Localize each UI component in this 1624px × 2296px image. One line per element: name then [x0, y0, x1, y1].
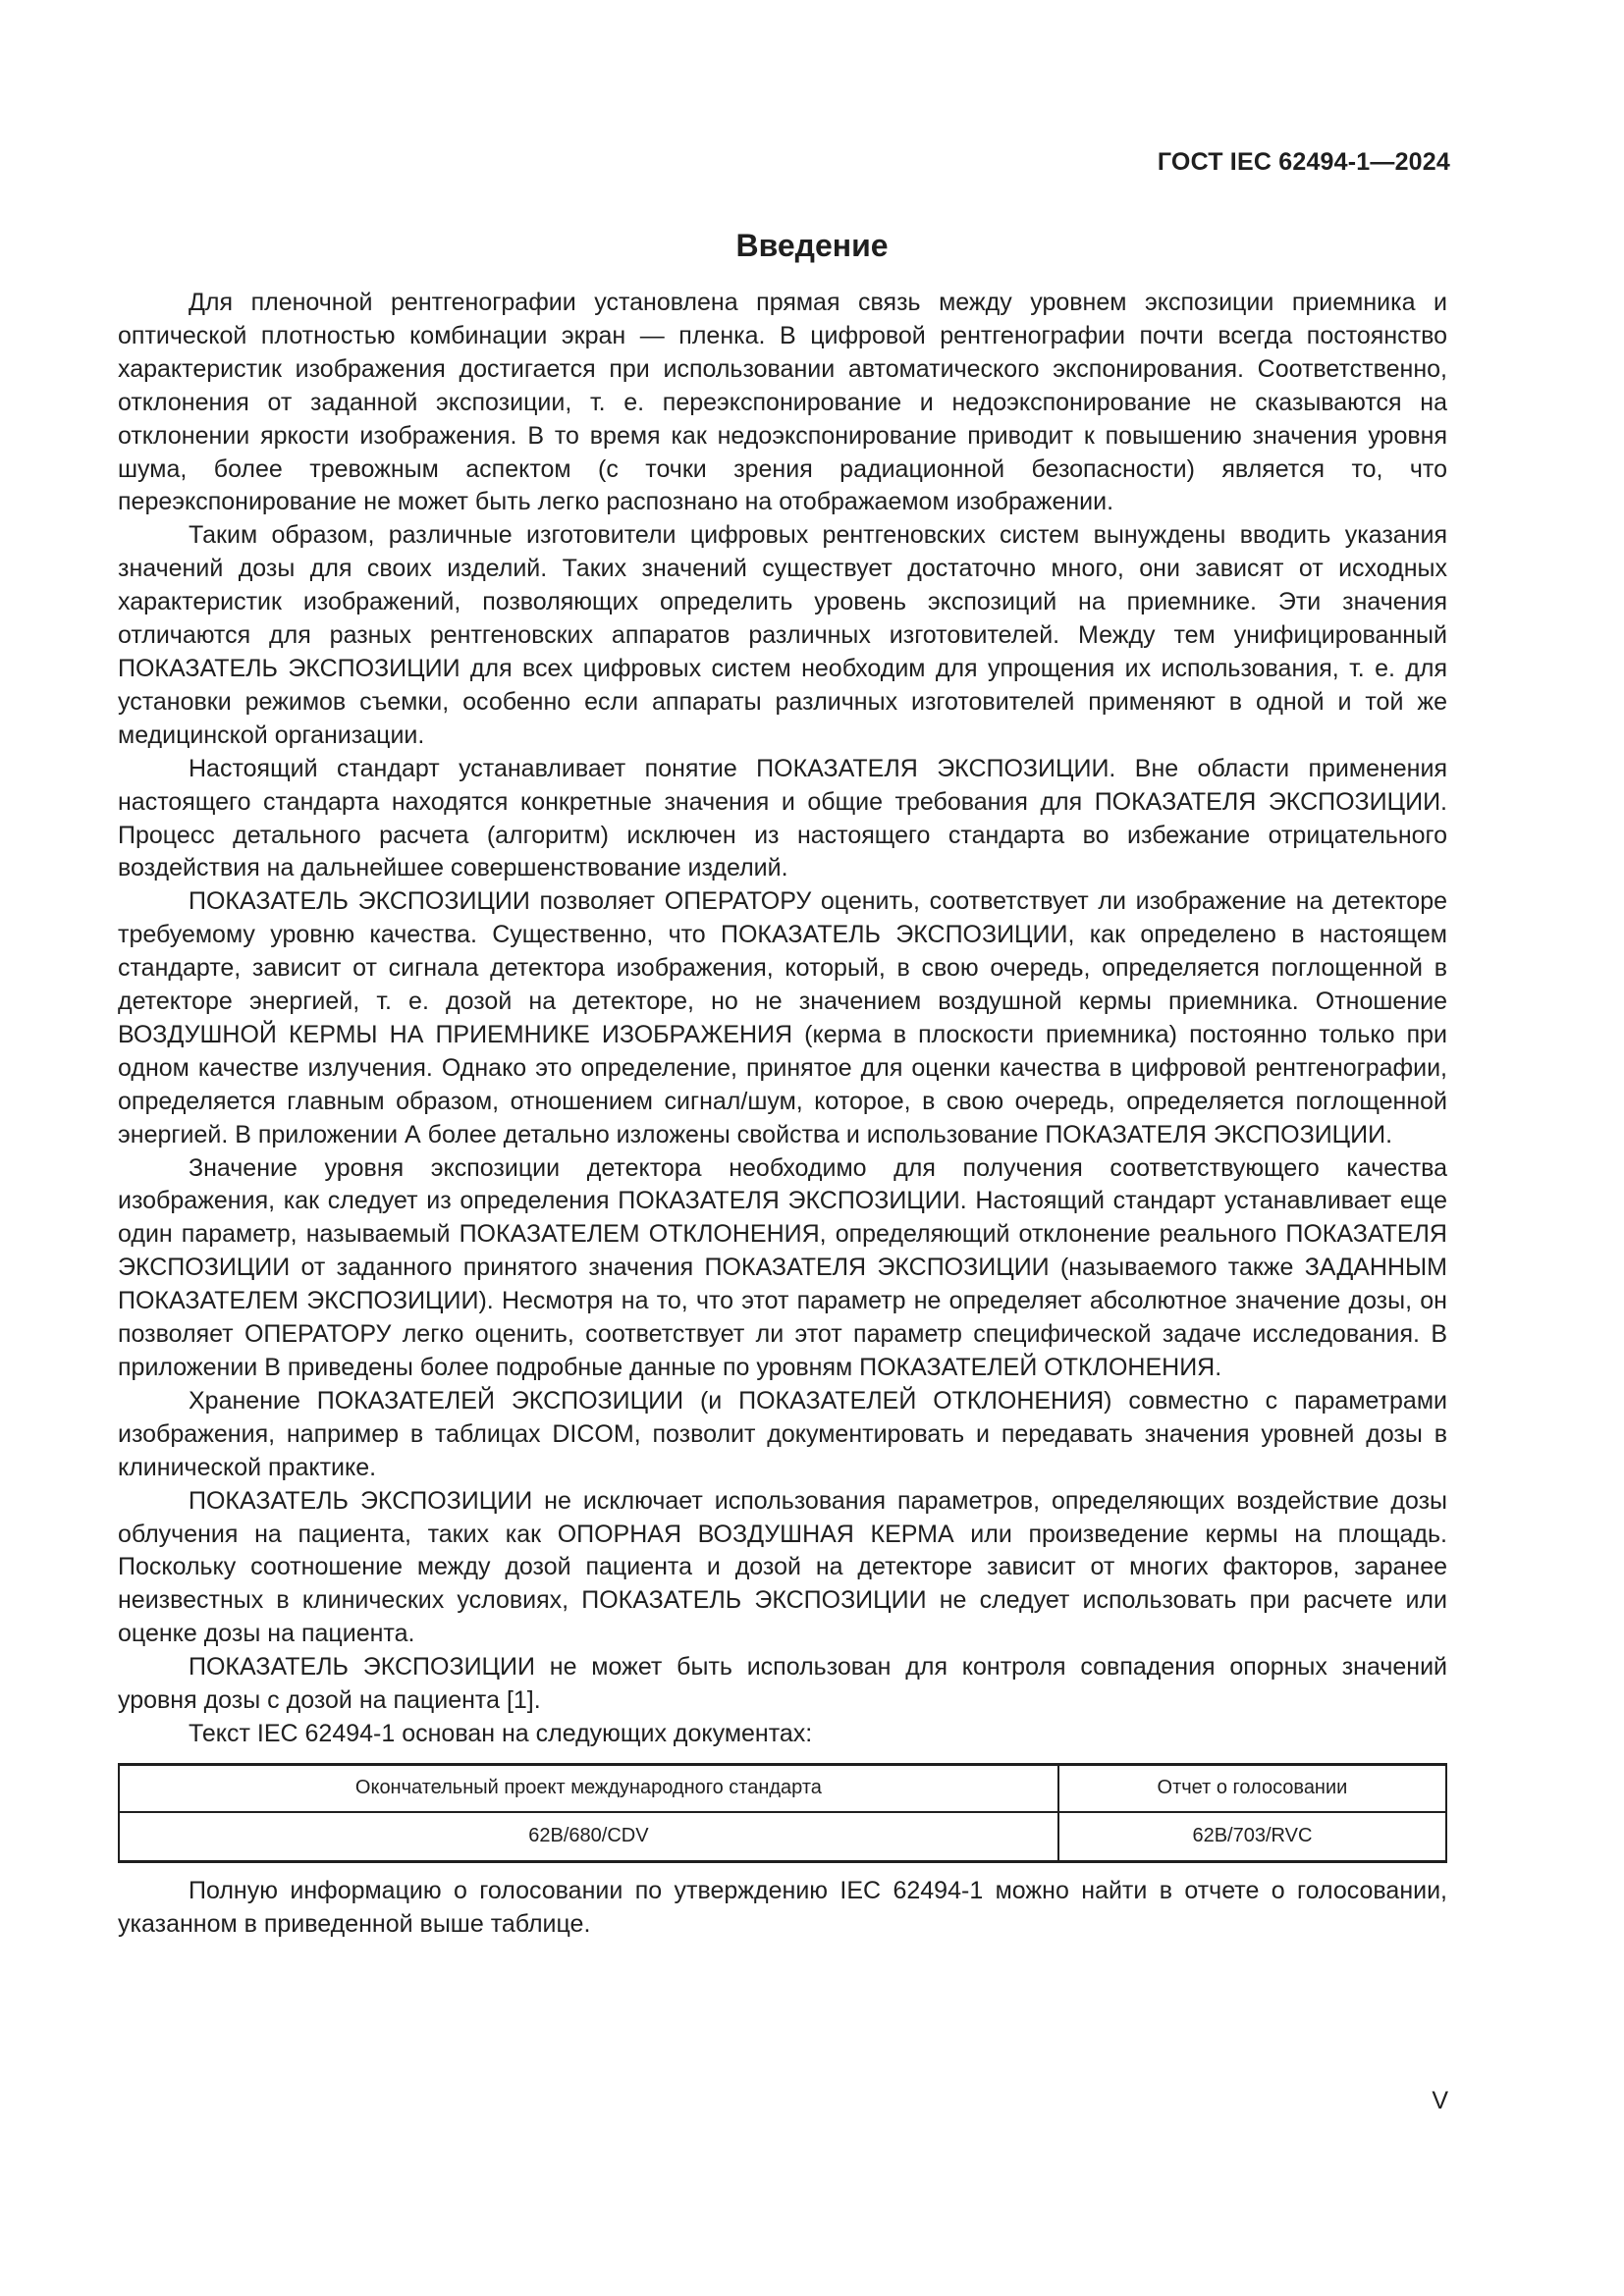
- paragraph: ПОКАЗАТЕЛЬ ЭКСПОЗИЦИИ не исключает использования параметров, определяющих воздействие дозы облучения на пациента, таких как ОПОРНАЯ ВОЗДУШНАЯ КЕРМА или произведение кермы на площадь. Поскольку соотношение между дозой пациента и дозой на детекторе зависит от многих факторов, заранее неизвестных в клинических условиях, ПОКАЗАТЕЛЬ ЭКСПОЗИЦИИ не следует использовать при расчете или оценке дозы на пациента.: [118, 1486, 1447, 1648]
- voting-documents-table: [118, 1763, 1447, 1863]
- paragraph: Для пленочной рентгенографии установлена прямая связь между уровнем экспозиции приемника и оптической плотностью комбинации экран — пленка. В цифровой рентгенографии почти всегда постоянство характеристик изображения достигается при использовании автоматического экспонирования. Соответственно, отклонения от заданной экспозиции, т. е. переэкспонирование и недоэкспонирование не сказываются на отклонении яркости изображения. В то время как недоэкспонирование приводит к повышению значения уровня шума, более тревожным аспектом (с точки зрения радиационной безопасности) является то, что переэкспонирование не может быть легко распознано на отображаемом изображении.: [118, 289, 1447, 516]
- paragraph: ПОКАЗАТЕЛЬ ЭКСПОЗИЦИИ не может быть использован для контроля совпадения опорных значений уровня дозы с дозой на пациента [1].: [118, 1653, 1447, 1715]
- paragraph: Таким образом, различные изготовители цифровых рентгеновских систем вынуждены вводить указания значений дозы для своих изделий. Таких значений существует достаточно много, они зависят от исходных характеристик изображений, позволяющих определить уровень экспозиций на приемнике. Эти значения отличаются для разных рентгеновских аппаратов различных изготовителей. Между тем унифицированный ПОКАЗАТЕЛЬ ЭКСПОЗИЦИИ для всех цифровых систем необходим для упрощения их использования, т. е. для установки режимов съемки, особенно если аппараты различных изготовителей применяют в одной и той же медицинской организации.: [118, 521, 1447, 749]
- document-designation: ГОСТ IEC 62494-1—2024: [1157, 148, 1450, 176]
- body-text: [118, 287, 1447, 1942]
- table-header-row: [119, 1764, 1446, 1812]
- paragraph: ПОКАЗАТЕЛЬ ЭКСПОЗИЦИИ позволяет ОПЕРАТОРУ оценить, соответствует ли изображение на детекторе требуемому уровню качества. Существенно, что ПОКАЗАТЕЛЬ ЭКСПОЗИЦИИ, как определено в настоящем стандарте, зависит от сигнала детектора изображения, который, в свою очередь, определяется поглощенной в детекторе энергией, т. е. дозой на детекторе, но не значением воздушной кермы приемника. Отношение ВОЗДУШНОЙ КЕРМЫ НА ПРИЕМНИКЕ ИЗОБРАЖЕНИЯ (керма в плоскости приемника) постоянно только при одном качестве излучения. Однако это определение, принятое для оценки качества в цифровой рентгенографии, определяется главным образом, отношением сигнал/шум, которое, в свою очередь, определяется поглощенной энергией. В приложении А более детально изложены свойства и использование ПОКАЗАТЕЛЯ ЭКСПОЗИЦИИ.: [118, 887, 1447, 1148]
- paragraph: Полную информацию о голосовании по утверждению IEC 62494-1 можно найти в отчете о голосовании, указанном в приведенной выше таблице.: [118, 1876, 1447, 1938]
- table-cell: 62B/703/RVC: [1058, 1812, 1446, 1862]
- section-title: Введение: [735, 228, 889, 263]
- table-cell: 62B/680/CDV: [119, 1812, 1058, 1862]
- paragraph: Хранение ПОКАЗАТЕЛЕЙ ЭКСПОЗИЦИИ (и ПОКАЗАТЕЛЕЙ ОТКЛОНЕНИЯ) совместно с параметрами изображения, например в таблицах DICOM, позволит документировать и передавать значения уровней дозы в клинической практике.: [118, 1386, 1447, 1481]
- table-row: [119, 1812, 1446, 1862]
- paragraph: Значение уровня экспозиции детектора необходимо для получения соответствующего качества изображения, как следует из определения ПОКАЗАТЕЛЯ ЭКСПОЗИЦИИ. Настоящий стандарт устанавливает еще один параметр, называемый ПОКАЗАТЕЛЕМ ОТКЛОНЕНИЯ, определяющий отклонение реального ПОКАЗАТЕЛЯ ЭКСПОЗИЦИИ от заданного принятого значения ПОКАЗАТЕЛЯ ЭКСПОЗИЦИИ (называемого также ЗАДАННЫМ ПОКАЗАТЕЛЕМ ЭКСПОЗИЦИИ). Несмотря на то, что этот параметр не определяет абсолютное значение дозы, он позволяет ОПЕРАТОРУ легко оценить, соответствует ли этот параметр специфической задаче исследования. В приложении В приведены более подробные данные по уровням ПОКАЗАТЕЛЕЙ ОТКЛОНЕНИЯ.: [118, 1153, 1447, 1381]
- table-header-cell: Отчет о голосовании: [1058, 1764, 1446, 1812]
- paragraph: Текст IEC 62494-1 основан на следующих документах:: [189, 1719, 813, 1747]
- page-number: V: [1432, 2087, 1448, 2114]
- table-header-cell: Окончательный проект международного стандарта: [119, 1764, 1058, 1812]
- paragraph: Настоящий стандарт устанавливает понятие ПОКАЗАТЕЛЯ ЭКСПОЗИЦИИ. Вне области применения настоящего стандарта находятся конкретные значения и общие требования для ПОКАЗАТЕЛЯ ЭКСПОЗИЦИИ. Процесс детального расчета (алгоритм) исключен из настоящего стандарта во избежание отрицательного воздействия на дальнейшее совершенствование изделий.: [118, 754, 1447, 882]
